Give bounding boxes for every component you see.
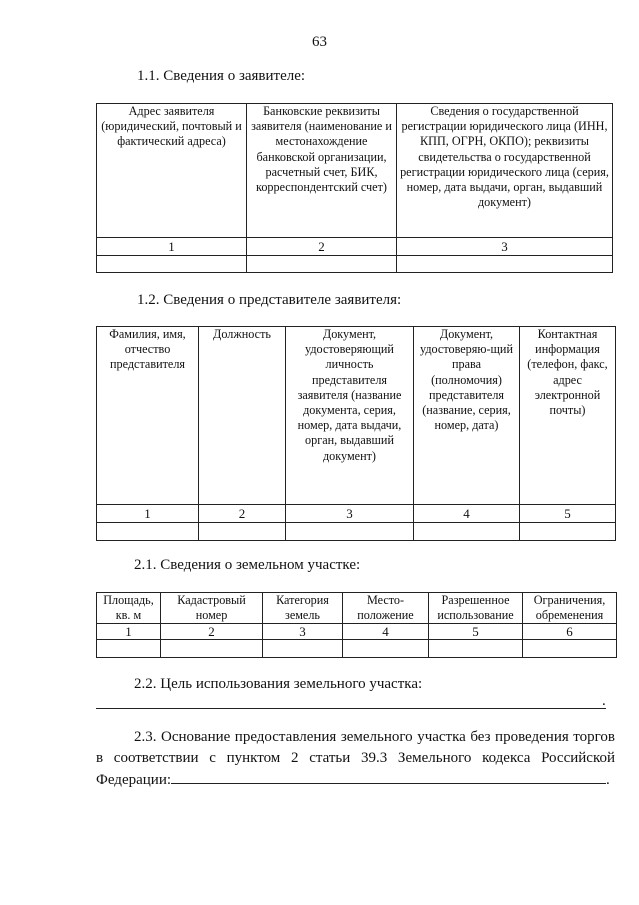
section-2-3-line2: в соответствии с пунктом 2 статьи 39.3 Земельного кодекса Российской [96,750,615,766]
table-number-row [97,505,616,523]
section-1-2-title: 1.2. Сведения о представителе заявителя: [137,292,402,308]
page-number: 63 [312,34,327,50]
empty-cell[interactable] [414,523,520,541]
representative-info-table [96,326,616,541]
line-end-mark: . [602,693,606,709]
header-representative-name: Фамилия, имя, отчество представителя [97,327,199,505]
header-applicant-address: Адрес заявителя (юридический, почтовый и фактический адреса) [97,104,247,238]
table-header-row [97,327,616,505]
col-number: 4 [343,624,429,640]
section-2-3-line1: 2.3. Основание предоставления земельного участка без проведения торгов [134,729,615,745]
col-number: 1 [97,505,199,523]
line-end-mark: . [606,772,610,788]
header-restrictions: Ограничения, обременения [523,593,617,624]
header-bank-details: Банковские реквизиты заявителя (наименование и местонахождение банковской организации, расчетный счет, БИК, корреспондентский счет) [247,104,397,238]
col-number: 1 [97,624,161,640]
col-number: 2 [161,624,263,640]
col-number: 5 [429,624,523,640]
empty-cell[interactable] [247,256,397,273]
col-number: 3 [397,238,613,256]
land-plot-table [96,592,617,658]
section-1-1-title: 1.1. Сведения о заявителе: [137,68,306,84]
empty-cell[interactable] [429,640,523,658]
table-empty-row [97,523,616,541]
header-state-registration: Сведения о государственной регистрации юридического лица (ИНН, КПП, ОГРН, ОКПО); реквизиты свидетельства о государственной регистрации юридического лица (серия, номер, дата выдачи, орган, выдавший документ) [397,104,613,238]
table-header-row [97,104,613,238]
col-number: 3 [263,624,343,640]
col-number: 1 [97,238,247,256]
col-number: 6 [523,624,617,640]
basis-input-line[interactable] [171,769,606,784]
col-number: 4 [414,505,520,523]
col-number: 5 [520,505,616,523]
empty-cell[interactable] [97,640,161,658]
applicant-info-table [96,103,613,273]
header-authority-document: Документ, удостоверяю-щий права (полномочия) представителя (название, серия, номер, дата) [414,327,520,505]
empty-cell[interactable] [161,640,263,658]
table-header-row [97,593,617,624]
federation-label: Федерации: [96,772,172,788]
col-number: 2 [199,505,286,523]
section-2-3-text [96,727,615,791]
empty-cell[interactable] [523,640,617,658]
empty-cell[interactable] [397,256,613,273]
table-number-row [97,238,613,256]
section-2-3-line3 [96,769,615,791]
empty-cell[interactable] [199,523,286,541]
header-permitted-use: Разрешенное использование [429,593,523,624]
empty-cell[interactable] [520,523,616,541]
col-number: 2 [247,238,397,256]
table-empty-row [97,640,617,658]
header-identity-document: Документ, удостоверяющий личность представителя заявителя (название документа, серия, номер, дата выдачи, орган, выдавший документ) [286,327,414,505]
usage-purpose-line[interactable] [96,708,606,709]
header-area: Площадь, кв. м [97,593,161,624]
header-contact-info: Контактная информация (телефон, факс, адрес электронной почты) [520,327,616,505]
empty-cell[interactable] [97,523,199,541]
empty-cell[interactable] [286,523,414,541]
col-number: 3 [286,505,414,523]
header-cadastral-number: Кадастровый номер [161,593,263,624]
section-2-1-title: 2.1. Сведения о земельном участке: [134,557,361,573]
section-2-2-title: 2.2. Цель использования земельного участка: [134,676,423,692]
empty-cell[interactable] [343,640,429,658]
header-land-category: Категория земель [263,593,343,624]
header-location: Место-положение [343,593,429,624]
empty-cell[interactable] [97,256,247,273]
table-empty-row [97,256,613,273]
table-number-row [97,624,617,640]
header-position: Должность [199,327,286,505]
empty-cell[interactable] [263,640,343,658]
